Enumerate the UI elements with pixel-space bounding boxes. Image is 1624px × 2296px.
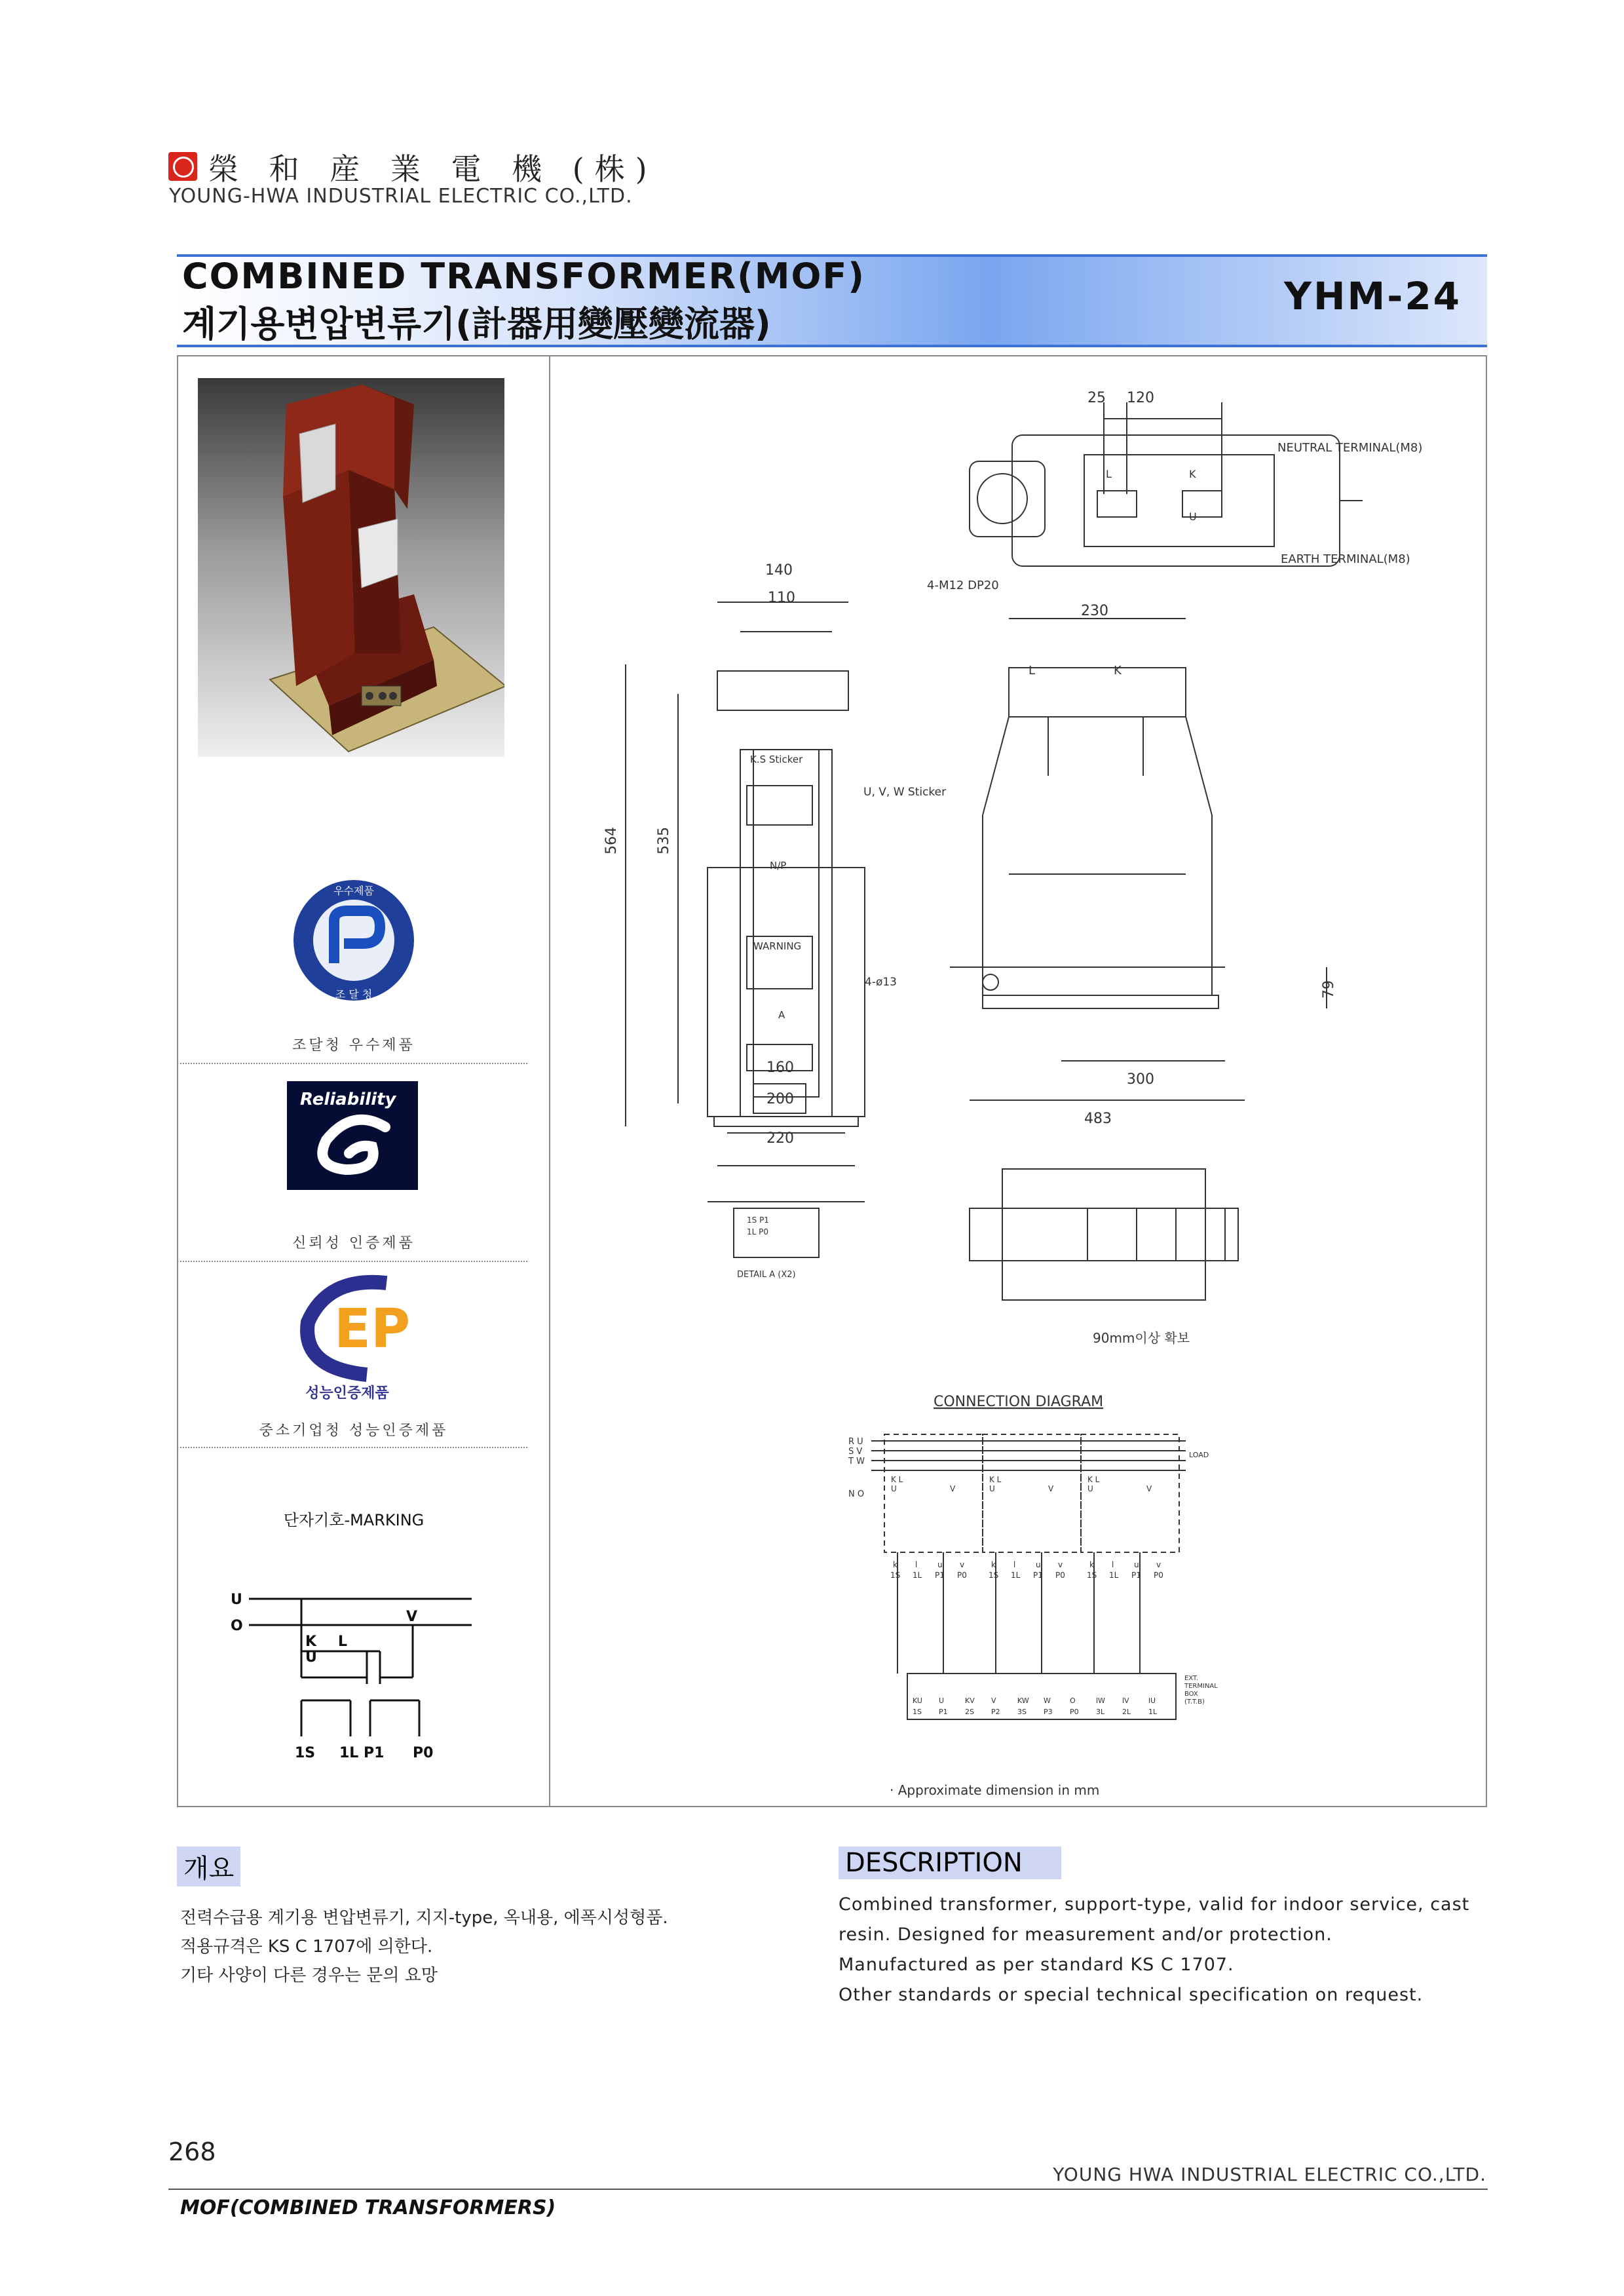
conn-cell-label: U xyxy=(989,1484,995,1493)
conn-cell-label: U xyxy=(1087,1484,1093,1493)
ext-terminal-label-3: BOX xyxy=(1184,1691,1198,1698)
dim-79: 79 xyxy=(1321,980,1337,999)
holes-label: 4-ø13 xyxy=(865,976,897,989)
ext-terminal-bottom-label: P0 xyxy=(1070,1708,1079,1716)
line-tw-label: T W xyxy=(848,1457,865,1466)
detail-a-marker: A xyxy=(778,1009,785,1021)
description-line: Combined transformer, support-type, valid for indoor service, cast xyxy=(839,1894,1470,1915)
cert-divider xyxy=(177,1261,527,1262)
ext-terminal-top-label: W xyxy=(1044,1696,1051,1705)
marking-1s-label: 1S xyxy=(295,1745,316,1761)
conn-sub-bottom-label: 1S xyxy=(1087,1571,1097,1580)
dim-220: 220 xyxy=(766,1130,794,1147)
conn-sub-bottom-label: P0 xyxy=(1055,1571,1065,1580)
conn-sub-top-label: v xyxy=(960,1560,965,1569)
overview-heading: 개요 xyxy=(177,1846,240,1886)
description-body xyxy=(839,1890,1469,2010)
footer-series: MOF(COMBINED TRANSFORMERS) xyxy=(180,2196,556,2219)
conn-sub-top-label: k xyxy=(893,1560,897,1569)
conn-sub-top-label: l xyxy=(915,1560,918,1569)
technical-drawing xyxy=(550,356,1486,1806)
line-sv-label: S V xyxy=(848,1447,863,1457)
dimension-note: · Approximate dimension in mm xyxy=(890,1782,1100,1798)
ep-logo-subtext: 성능인증제품 xyxy=(305,1385,389,1401)
ext-terminal-bottom-label: 1S xyxy=(913,1708,922,1716)
top-k-label: K xyxy=(1189,468,1196,480)
conn-sub-bottom-label: 1L xyxy=(1011,1571,1021,1580)
conn-sub-top-label: k xyxy=(991,1560,996,1569)
marking-u-label: U xyxy=(231,1592,242,1608)
dim-535: 535 xyxy=(656,827,672,854)
description-line: resin. Designed for measurement and/or protection. xyxy=(839,1924,1332,1945)
warning-label: WARNING xyxy=(753,940,802,952)
ext-terminal-top-label: lV xyxy=(1122,1696,1129,1705)
conn-cell-label: V xyxy=(950,1484,956,1493)
ext-terminal-bottom-label: 2L xyxy=(1122,1708,1131,1716)
dim-230: 230 xyxy=(1081,603,1108,619)
description-heading: DESCRIPTION xyxy=(839,1846,1061,1879)
conn-sub-bottom-label: 1L xyxy=(1109,1571,1119,1580)
ext-terminal-label-1: EXT. xyxy=(1184,1675,1199,1682)
reliability-logo-text: Reliability xyxy=(300,1090,396,1109)
connection-diagram-title: CONNECTION DIAGRAM xyxy=(934,1394,1104,1410)
ext-terminal-top-label: lW xyxy=(1096,1696,1105,1705)
side-k-label: K xyxy=(1114,664,1122,678)
product-photo xyxy=(198,378,504,757)
cert-caption-procurement: 조달청 우수제품 xyxy=(292,1037,415,1054)
nameplate-label: N/P xyxy=(770,860,787,871)
ext-terminal-top-label: V xyxy=(991,1696,996,1705)
overview-body xyxy=(180,1904,668,1990)
conn-sub-top-label: l xyxy=(1112,1560,1114,1569)
earth-terminal-label: EARTH TERMINAL(M8) xyxy=(1281,552,1410,566)
detail-row-1: 1S P1 xyxy=(747,1215,769,1225)
company-logo-icon xyxy=(168,152,197,181)
conn-sub-top-label: v xyxy=(1058,1560,1063,1569)
load-label: LOAD xyxy=(1189,1451,1209,1459)
ext-terminal-bottom-label: 2S xyxy=(965,1708,974,1716)
cert-caption-reliability: 신뢰성 인증제품 xyxy=(292,1235,415,1252)
conn-cell-label: K L xyxy=(989,1475,1002,1484)
marking-title: 단자기호-MARKING xyxy=(283,1511,425,1529)
page-number: 268 xyxy=(168,2137,216,2166)
dim-25: 25 xyxy=(1087,390,1106,406)
conn-sub-top-label: l xyxy=(1013,1560,1016,1569)
ext-terminal-bottom-label: 1L xyxy=(1148,1708,1158,1716)
conn-sub-bottom-label: P1 xyxy=(1131,1571,1141,1580)
overview-line: 적용규격은 KS C 1707에 의한다. xyxy=(180,1937,433,1957)
conn-sub-top-label: u xyxy=(1134,1560,1139,1569)
description-line: Manufactured as per standard KS C 1707. xyxy=(839,1955,1234,1975)
dim-120: 120 xyxy=(1127,390,1154,406)
line-ru-label: R U xyxy=(848,1437,863,1447)
marking-p0-label: P0 xyxy=(413,1745,434,1761)
overview-line: 기타 사양이 다른 경우는 문의 요망 xyxy=(180,1966,438,1985)
marking-k-label: K xyxy=(305,1634,317,1650)
marking-1l-label: 1L xyxy=(339,1745,359,1761)
terminal-marking-diagram xyxy=(229,1579,478,1763)
conn-sub-top-label: u xyxy=(1036,1560,1041,1569)
ext-terminal-top-label: KV xyxy=(965,1696,975,1705)
overview-line: 전력수급용 계기용 변압변류기, 지지-type, 옥내용, 에폭시성형품. xyxy=(180,1908,668,1928)
excellent-product-seal-icon xyxy=(288,875,419,1006)
ext-terminal-top-label: O xyxy=(1070,1696,1076,1705)
ep-logo-text: EP xyxy=(334,1298,411,1360)
dim-564: 564 xyxy=(603,827,620,854)
side-l-label: L xyxy=(1029,664,1036,678)
ext-terminal-bottom-label: 3S xyxy=(1017,1708,1027,1716)
dim-110: 110 xyxy=(768,590,795,606)
ks-sticker-label: K.S Sticker xyxy=(750,754,803,765)
dim-300: 300 xyxy=(1127,1071,1154,1088)
conn-cell-label: V xyxy=(1048,1484,1054,1493)
conn-cell-label: K L xyxy=(891,1475,903,1484)
ep-certification-logo-icon xyxy=(288,1270,432,1401)
reliability-logo-icon xyxy=(287,1081,418,1190)
cert-caption-performance: 중소기업청 성능인증제품 xyxy=(259,1423,449,1439)
neutral-terminal-label: NEUTRAL TERMINAL(M8) xyxy=(1277,441,1423,455)
conn-cell-label: K L xyxy=(1087,1475,1100,1484)
dim-160: 160 xyxy=(766,1060,794,1076)
conn-cell-label: U xyxy=(891,1484,897,1493)
detail-a-label: DETAIL A (X2) xyxy=(737,1270,796,1280)
ext-terminal-top-label: U xyxy=(939,1696,945,1705)
conn-sub-bottom-label: P0 xyxy=(957,1571,967,1580)
product-title-korean: 계기용변압변류기(計器用變壓變流器) xyxy=(182,303,771,345)
marking-v-label: V xyxy=(406,1609,418,1625)
dim-200: 200 xyxy=(766,1091,794,1107)
uvw-sticker-label: U, V, W Sticker xyxy=(863,786,947,799)
line-no-label: N O xyxy=(848,1489,865,1499)
top-u-label: U xyxy=(1189,510,1197,523)
ext-terminal-bottom-label: P2 xyxy=(991,1708,1000,1716)
seal-bottom-text: 조 달 청 xyxy=(335,988,373,1001)
marking-o-label: O xyxy=(231,1618,243,1634)
ext-terminal-label-4: (T.T.B) xyxy=(1184,1698,1205,1706)
conn-sub-bottom-label: 1S xyxy=(989,1571,999,1580)
footer-company: YOUNG HWA INDUSTRIAL ELECTRIC CO.,LTD. xyxy=(1053,2164,1486,2185)
ext-terminal-top-label: lU xyxy=(1148,1696,1156,1705)
company-name-english: YOUNG-HWA INDUSTRIAL ELECTRIC CO.,LTD. xyxy=(169,185,633,208)
conn-sub-top-label: u xyxy=(937,1560,943,1569)
marking-p1-label: P1 xyxy=(364,1745,385,1761)
ext-terminal-bottom-label: 3L xyxy=(1096,1708,1105,1716)
ext-terminal-label-2: TERMINAL xyxy=(1184,1683,1218,1690)
description-line: Other standards or special technical specification on request. xyxy=(839,1985,1424,2005)
company-name-korean: 榮 和 産 業 電 機 (株) xyxy=(208,151,658,187)
ext-terminal-top-label: KU xyxy=(913,1696,922,1705)
conn-cell-label: V xyxy=(1146,1484,1152,1493)
conn-sub-top-label: v xyxy=(1156,1560,1161,1569)
detail-row-2: 1L P0 xyxy=(747,1227,769,1236)
conn-sub-top-label: k xyxy=(1089,1560,1094,1569)
dim-483: 483 xyxy=(1084,1111,1112,1127)
dim-140: 140 xyxy=(765,562,793,579)
model-number: YHM-24 xyxy=(1284,274,1462,318)
conn-sub-bottom-label: P1 xyxy=(935,1571,945,1580)
marking-u2-label: U xyxy=(305,1649,317,1666)
clearance-label: 90mm이상 확보 xyxy=(1093,1330,1190,1346)
ext-terminal-bottom-label: P1 xyxy=(939,1708,948,1716)
conn-sub-bottom-label: 1L xyxy=(913,1571,922,1580)
ext-terminal-bottom-label: P3 xyxy=(1044,1708,1053,1716)
marking-l-label: L xyxy=(338,1634,348,1650)
cert-divider xyxy=(177,1447,527,1448)
ext-terminal-top-label: KW xyxy=(1017,1696,1029,1705)
seal-ring-text-kr: 우수제품 xyxy=(333,885,374,897)
top-l-label: L xyxy=(1106,468,1112,480)
conn-sub-bottom-label: P0 xyxy=(1154,1571,1163,1580)
footer-rule xyxy=(168,2189,1488,2190)
conn-sub-bottom-label: 1S xyxy=(890,1571,901,1580)
bolt-label: 4-M12 DP20 xyxy=(927,579,999,592)
product-title-english: COMBINED TRANSFORMER(MOF) xyxy=(182,256,865,297)
conn-sub-bottom-label: P1 xyxy=(1033,1571,1043,1580)
cert-divider xyxy=(177,1063,527,1064)
